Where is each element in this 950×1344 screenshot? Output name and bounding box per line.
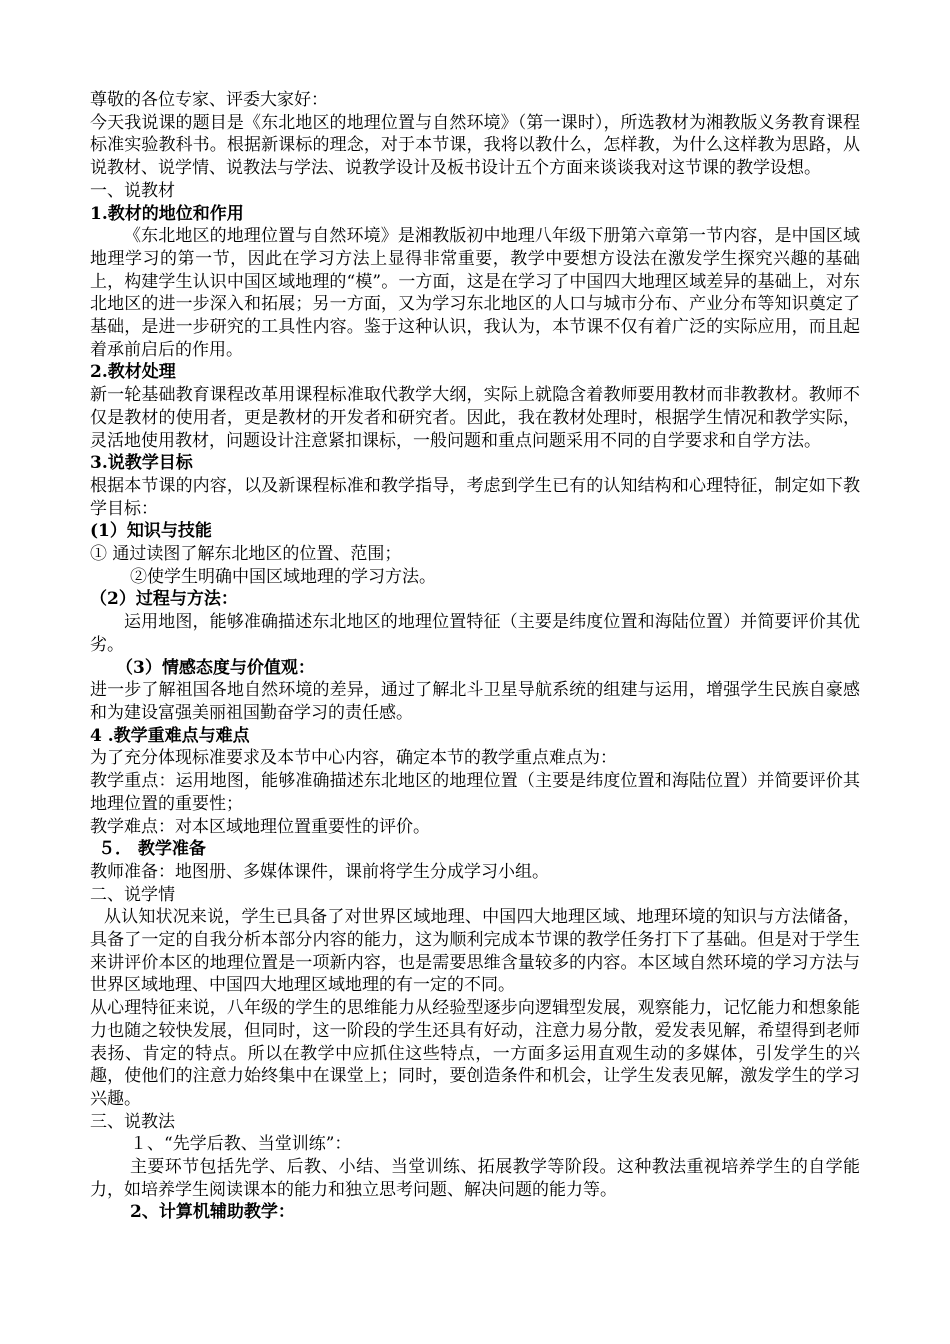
goal-2-body: 运用地图，能够准确描述东北地区的地理位置特征（主要是纬度位置和海陆位置）并简要评价其优劣。 <box>90 612 860 655</box>
goal-3-body: 进一步了解祖国各地自然环境的差异，通过了解北斗卫星导航系统的组建与运用，增强学生民族自豪感和为建设富强美丽祖国勤奋学习的责任感。 <box>90 680 860 723</box>
greeting: 尊敬的各位专家、评委大家好： <box>90 90 328 110</box>
intro-paragraph: 今天我说课的题目是《东北地区的地理位置与自然环境》（第一课时），所选教材为湘教版义务教育课程标准实验教科书。根据新课标的理念，对于本节课，我将以教什么，怎样教，为什么这样教为思路，从说教材、说学情、说教法与学法、说教学设计及板书设计五个方面来谈谈我对这节课的教学设想。 <box>90 112 860 179</box>
teaching-key-points: 教学重点：运用地图，能够准确描述东北地区的地理位置（主要是纬度位置和海陆位置）并简要评价其地理位置的重要性； <box>90 771 860 814</box>
subsection-1-3-body: 根据本节课的内容，以及新课程标准和教学指导，考虑到学生已有的认知结构和心理特征，制定如下教学目标： <box>90 475 860 519</box>
goal-1-item-2: ②使学生明确中国区域地理的学习方法。 <box>130 566 436 587</box>
section-2-paragraph-1: 从认知状况来说，学生已具备了对世界区域地理、中国四大地理区域、地理环境的知识与方法储备，具备了一定的自我分析本部分内容的能力，这为顺利完成本节课的教学任务打下了基础。但是对于学生来讲评价本区的地理位置是一项新内容，也是需要思维含量较多的内容。本区域自然环境的学习方法与世界区域地理、中国四大地理区域地理的有一定的不同。 <box>90 907 860 996</box>
subsection-1-2-body: 新一轮基础教育课程改革用课程标准取代教学大纲，实际上就隐含着教师要用教材而非教教材。教师不仅是教材的使用者，更是教材的开发者和研究者。因此，我在教材处理时，根据学生情况和教学实际，灵活地使用教材，问题设计注意紧扣课标，一般问题和重点问题采用不同的自学要求和自学方法。 <box>90 385 860 451</box>
section-3-heading: 三、说教法 <box>90 1111 175 1132</box>
section-1-heading: 一、说教材 <box>90 180 175 201</box>
subsection-1-4-heading: 4 .教学重难点与难点 <box>90 725 250 746</box>
subsection-1-5-body: 教师准备：地图册、多媒体课件，课前将学生分成学习小组。 <box>90 861 549 882</box>
section-2-paragraph-2: 从心理特征来说，八年级的学生的思维能力从经验型逐步向逻辑型发展，观察能力，记忆能力和想象能力也随之较快发展，但同时，这一阶段的学生还具有好动，注意力易分散，爱发表见解，希望得到老师表扬、肯定的特点。所以在教学中应抓住这些特点，一方面多运用直观生动的多媒体，引发学生的兴趣，使他们的注意力始终集中在课堂上；同时，要创造条件和机会，让学生发表见解，激发学生的学习兴趣。 <box>90 998 860 1109</box>
goal-1-heading: (1）知识与技能 <box>90 521 212 542</box>
teaching-difficulties: 教学难点：对本区域地理位置重要性的评价。 <box>90 816 430 837</box>
method-1-heading: １、“先学后教、当堂训练”： <box>130 1134 352 1155</box>
goal-1-item-1: ① 通过读图了解东北地区的位置、范围； <box>90 544 402 565</box>
subsection-1-3-heading: 3.说教学目标 <box>90 453 193 474</box>
method-1-body: 主要环节包括先学、后教、小结、当堂训练、拓展教学等阶段。这种教法重视培养学生的自学能力，如培养学生阅读课本的能力和独立思考问题、解决问题的能力等。 <box>90 1157 860 1200</box>
section-2-heading: 二、说学情 <box>90 884 175 905</box>
subsection-1-5-heading: ５． 教学准备 <box>98 839 206 860</box>
goal-2-heading: （2）过程与方法： <box>90 589 238 610</box>
goal-3-heading: （3）情感态度与价值观： <box>116 657 315 678</box>
method-2-heading: 2、计算机辅助教学： <box>130 1202 295 1223</box>
subsection-1-1-body: 《东北地区的地理位置与自然环境》是湘教版初中地理八年级下册第六章第一节内容，是中国区域地理学习的第一节，因此在学习方法上显得非常重要，教学中要想方设法在激发学生探究兴趣的基础上，构建学生认识中国区域地理的“模”。一方面，这是在学习了中国四大地理区域差异的基础上，对东北地区的进一步深入和拓展；另一方面，又为学习东北地区的人口与城市分布、产业分布等知识奠定了基础，是进一步研究的工具性内容。鉴于这种认识，我认为，本节课不仅有着广泛的实际应用，而且起着承前启后的作用。 <box>90 226 860 360</box>
subsection-1-1-heading: 1.教材的地位和作用 <box>90 203 244 224</box>
document-page <box>90 89 860 1224</box>
subsection-1-2-heading: 2.教材处理 <box>90 362 176 383</box>
subsection-1-4-intro: 为了充分体现标准要求及本节中心内容，确定本节的教学重点难点为： <box>90 748 617 769</box>
